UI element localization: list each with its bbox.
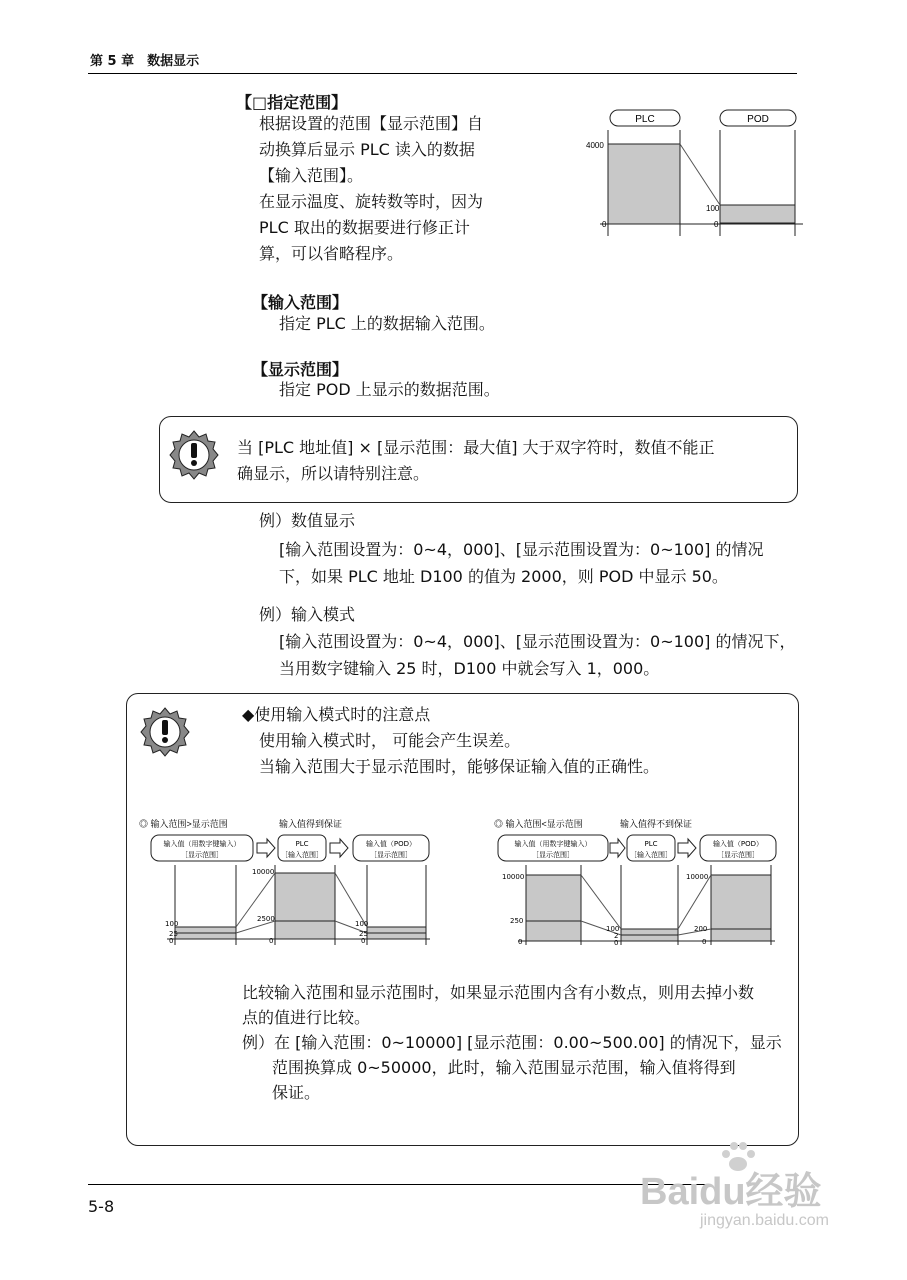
watermark-brand: Baidu经验 <box>640 1171 822 1213</box>
svg-text:2500: 2500 <box>257 915 275 923</box>
section-display-title: 【显示范围】 <box>252 360 349 379</box>
svg-text:25: 25 <box>169 930 178 938</box>
svg-text:0: 0 <box>169 937 174 945</box>
diagram-input-gt-display <box>135 815 435 955</box>
svg-text:200: 200 <box>694 925 708 933</box>
pod-label: POD <box>747 114 769 125</box>
warning-icon <box>169 430 219 480</box>
section-specify-title: 【□指定范围】 <box>236 93 348 112</box>
plc-range-bar <box>608 144 680 224</box>
section-display-desc: 指定 POD 上显示的数据范围。 <box>279 380 500 399</box>
range-conversion-diagram <box>578 104 804 244</box>
svg-text:［显示范围］: ［显示范围］ <box>370 851 412 859</box>
footer-rule <box>88 1184 708 1185</box>
caution-2-title: ◆使用输入模式时的注意点 <box>242 705 431 724</box>
svg-text:250: 250 <box>510 917 524 925</box>
header-rule <box>88 73 797 74</box>
page-number: 5-8 <box>88 1197 115 1216</box>
pod-range-bar <box>720 205 795 223</box>
warning-icon <box>140 707 190 757</box>
svg-text:0: 0 <box>614 939 619 947</box>
section-specify-text: 根据设置的范围【显示范围】自 动换算后显示 PLC 读入的数据 【输入范围】。 在显示温度、旋转数等时，因为 PLC 取出的数据要进行修正计 算，可以省略程序。 <box>259 114 484 263</box>
arrow-right-icon <box>678 839 696 857</box>
svg-text:0: 0 <box>518 938 523 946</box>
pod-min-label: 0 <box>714 220 719 229</box>
caution-1-text: 当 [PLC 地址值] × [显示范围：最大值] 大于双字符时，数值不能正 确显示，所以请特别注意。 <box>237 438 715 483</box>
svg-text:PLC: PLC <box>295 840 309 848</box>
right-diagram-result: 输入值得不到保证 <box>620 819 693 829</box>
example-2-title: 例）输入模式 <box>259 605 356 624</box>
section-input-desc: 指定 PLC 上的数据输入范围。 <box>279 314 495 333</box>
section-input-title: 【输入范围】 <box>252 293 349 312</box>
arrow-right-icon <box>330 839 348 857</box>
compare-example: 例）在 [输入范围：0~10000] [显示范围：0.00~500.00] 的情况下，显示 范围换算成 0~50000，此时，输入范围显示范围，输入值将得到 保证。 <box>242 1033 782 1102</box>
watermark-url: jingyan.baidu.com <box>700 1212 829 1229</box>
svg-text:10000: 10000 <box>502 873 525 881</box>
pod-max-label: 100 <box>706 204 720 213</box>
svg-text:0: 0 <box>361 937 366 945</box>
svg-text:［输入范围］: ［输入范围］ <box>630 851 672 859</box>
compare-text: 比较输入范围和显示范围时，如果显示范围内含有小数点，则用去掉小数 点的值进行比较。 <box>242 983 755 1027</box>
svg-text:［显示范围］: ［显示范围］ <box>717 851 759 859</box>
svg-text:输入值（用数字键输入）: 输入值（用数字键输入） <box>163 840 241 848</box>
svg-text:100: 100 <box>355 920 369 928</box>
svg-text:25: 25 <box>359 930 368 938</box>
arrow-right-icon <box>610 839 625 857</box>
example-1-text: [输入范围设置为：0~4，000]、[显示范围设置为：0~100] 的情况 下，如果 PLC 地址 D100 的值为 2000，则 POD 中显示 50。 <box>279 540 764 586</box>
svg-text:输入值（POD）: 输入值（POD） <box>365 840 417 848</box>
svg-text:［显示范围］: ［显示范围］ <box>181 851 223 859</box>
arrow-right-icon <box>257 839 275 857</box>
diagram-input-lt-display <box>490 815 790 955</box>
svg-text:输入值（用数字键输入）: 输入值（用数字键输入） <box>514 840 592 848</box>
paw-icon <box>718 1138 758 1178</box>
svg-text:100: 100 <box>606 925 620 933</box>
example-2-text: [输入范围设置为：0~4，000]、[显示范围设置为：0~100] 的情况下， 当用数字键输入 25 时，D100 中就会写入 1，000。 <box>279 632 796 678</box>
svg-text:［显示范围］: ［显示范围］ <box>532 851 574 859</box>
chapter-header: 第 5 章 数据显示 <box>90 54 200 69</box>
svg-text:输入值（POD）: 输入值（POD） <box>712 840 764 848</box>
plc-label: PLC <box>635 114 655 125</box>
svg-text:100: 100 <box>165 920 179 928</box>
svg-text:10000: 10000 <box>686 873 709 881</box>
example-1-title: 例）数值显示 <box>259 511 356 530</box>
svg-text:0: 0 <box>269 937 274 945</box>
left-diagram-heading: ◎ 输入范围>显示范围 <box>139 819 228 829</box>
caution-2-text: 使用输入模式时， 可能会产生误差。 当输入范围大于显示范围时，能够保证输入值的正确性。 <box>259 731 660 776</box>
left-diagram-result: 输入值得到保证 <box>279 819 343 829</box>
svg-text:0: 0 <box>702 938 707 946</box>
right-diagram-heading: ◎ 输入范围<显示范围 <box>494 819 583 829</box>
svg-text:［输入范围］: ［输入范围］ <box>281 851 323 859</box>
svg-text:PLC: PLC <box>644 840 658 848</box>
plc-max-label: 4000 <box>586 141 604 150</box>
svg-text:10000: 10000 <box>252 868 275 876</box>
svg-text:2: 2 <box>614 932 619 940</box>
plc-min-label: 0 <box>602 220 607 229</box>
